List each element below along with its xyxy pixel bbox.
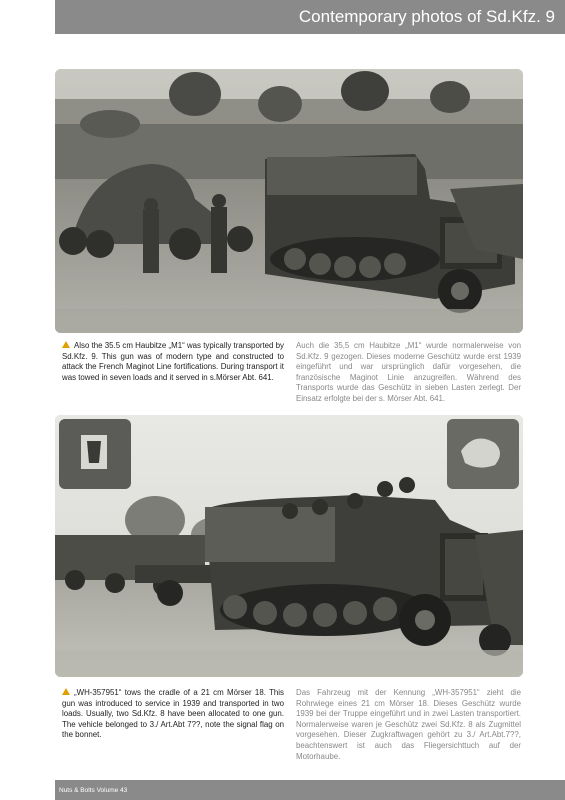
triangle-marker-icon [62,688,70,695]
triangle-marker-icon [62,341,70,348]
photo-halftrack-moerser [55,415,523,677]
photo-1-image [55,69,523,333]
photo-2-image [55,415,523,677]
caption-photo-2-en [62,688,284,741]
caption-photo-1-en-text: Also the 35.5 cm Haubitze „M1“ was typically transported by Sd.Kfz. 9. This gun was of modern type and constructed to attack the French Maginot Line fortifications. During transport it was towed in seven loads and it served in s.Mörser Abt. 641. [62,341,284,382]
caption-photo-1-en [62,341,284,383]
header-bar [55,0,565,34]
caption-photo-2-de: Das Fahrzeug mit der Kennung „WH-357951“ zieht die Rohrwiege eines 21 cm Mörser 18. Dieses Geschütz wurde 1939 bei der Truppe eingeführt und in zwei Lasten transportiert. Normalerweise waren je Geschütz zwei Sd.Kfz. 8 als Zugmittel vorgesehen. Dieser Zugkraftwagen gehört zu 3./ Art.Abt.7??, beachtenswert ist auch das Fliegersichttuch auf der Motorhaube. [296,688,521,761]
caption-photo-1-de: Auch die 35,5 cm Haubitze „M1“ wurde normalerweise von Sd.Kfz. 9 gezogen. Dieses moderne Geschütz wurde erst 1939 eingeführt und war ursprünglich dafür vorgesehen, die französische Maginot Linie anzugreifen. Während des Transports wurde das Geschütz in sieben Lasten zerlegt. Der Einsatz erfolgte bei der s. Mörser Abt. 641. [296,341,521,403]
page-title: Contemporary photos of Sd.Kfz. 9 [298,7,555,26]
footer-volume-label: Nuts & Bolts Volume 43 [59,786,128,794]
photo-halftrack-haubitze [55,69,523,333]
caption-photo-2-en-text: „WH-357951“ tows the cradle of a 21 cm Mörser 18. This gun was introduced to service in 1939 and transported in two loads. Usually, two Sd.Kfz. 8 have been allocated to one gun. The vehicle belonged to 3./ Art.Abt 7??, note the signal flag on the bonnet. [62,688,284,740]
footer-bar [55,780,565,800]
